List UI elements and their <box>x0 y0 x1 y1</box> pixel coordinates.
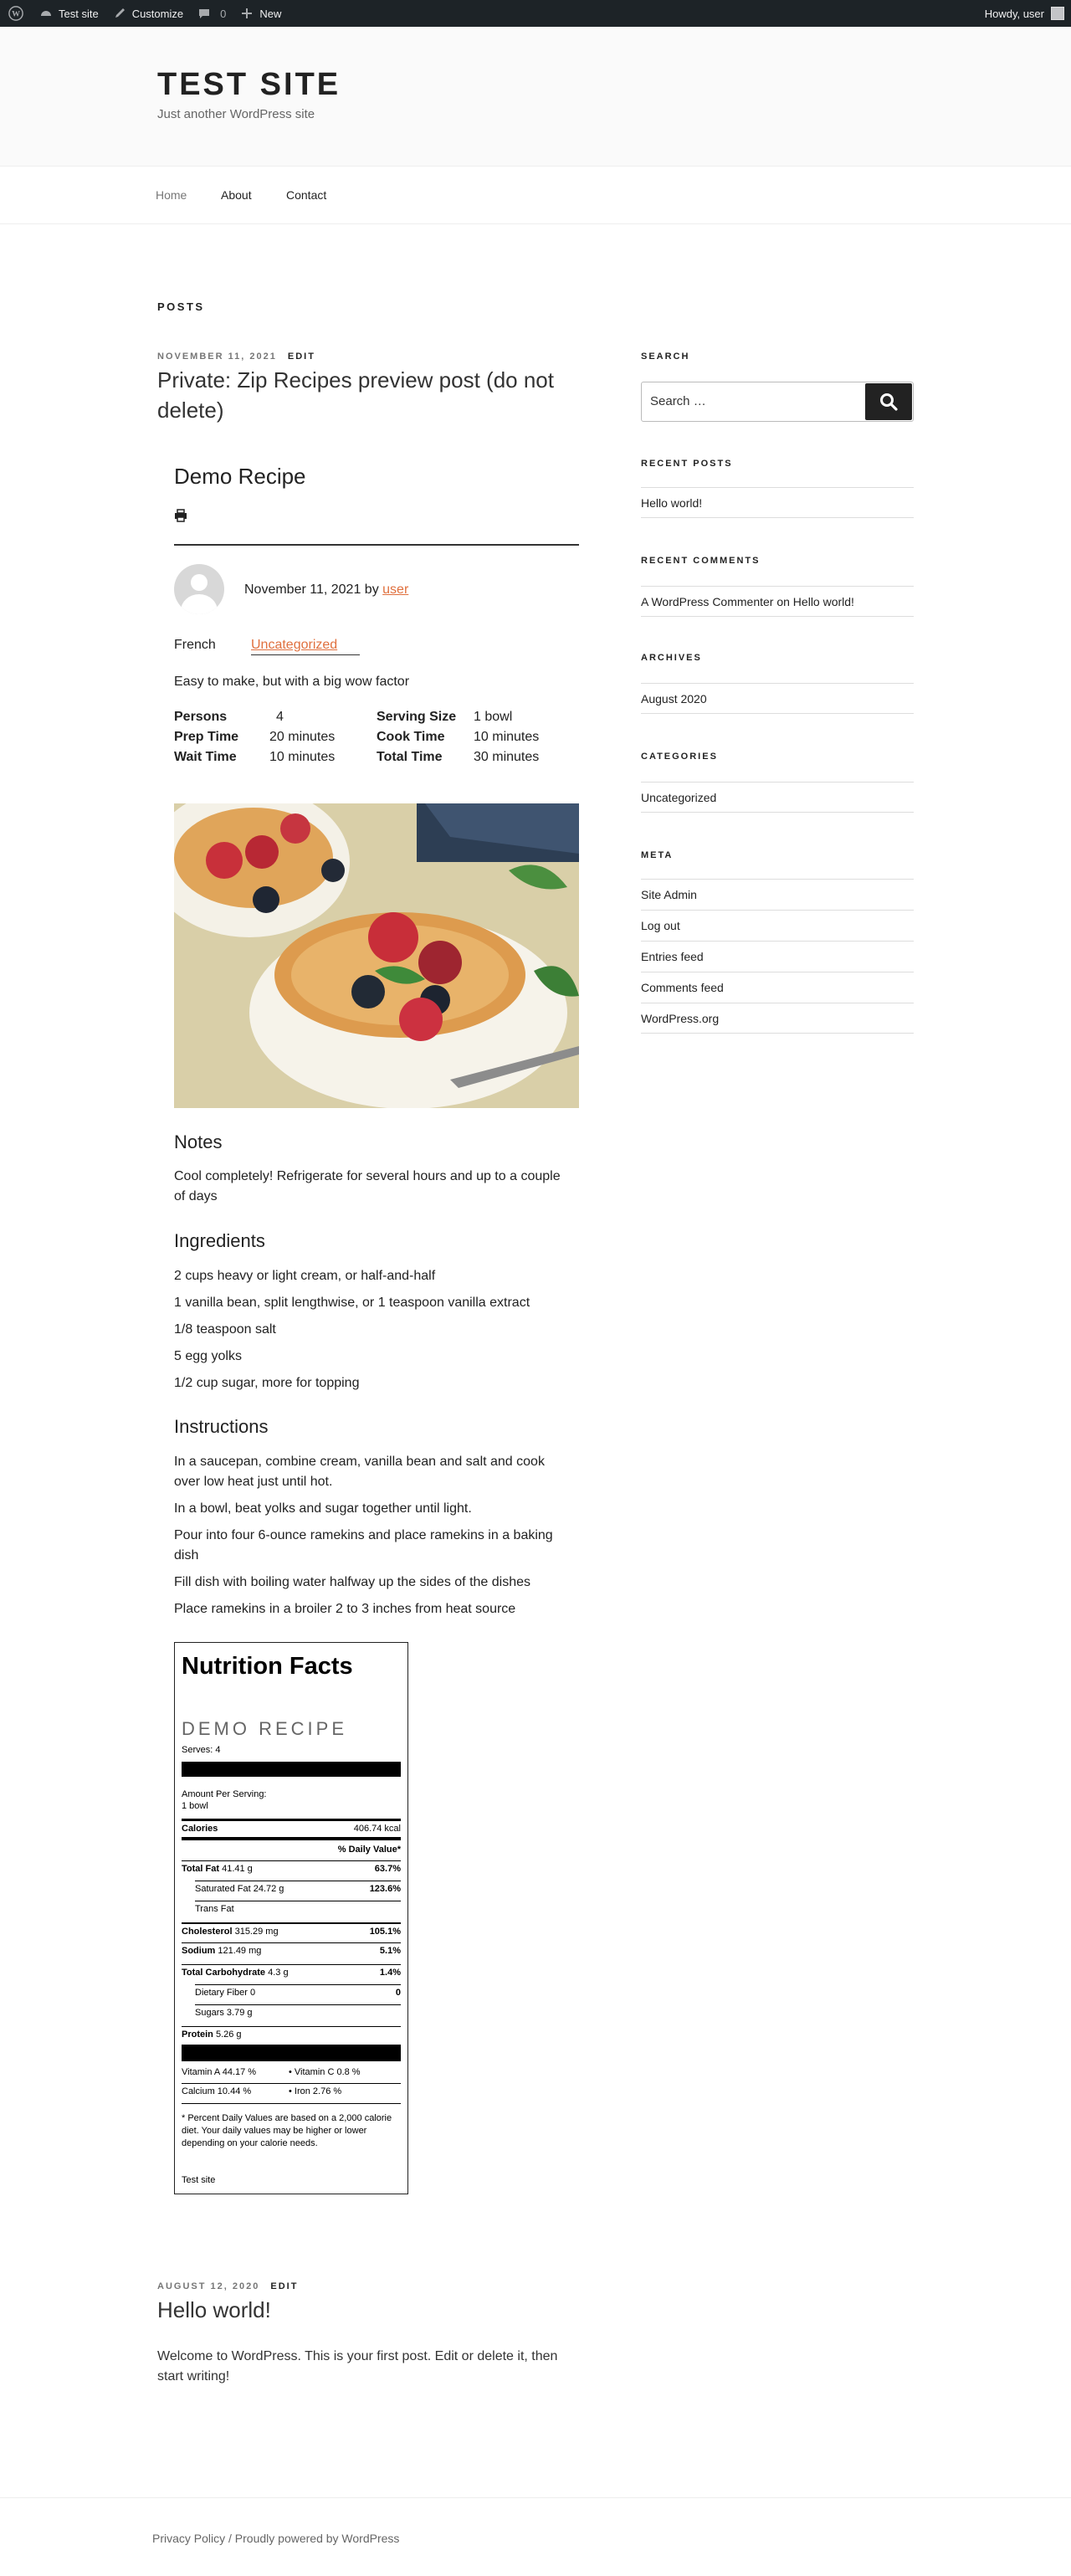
ingredients-heading: Ingredients <box>174 1230 265 1251</box>
recipe-image <box>174 803 579 1108</box>
wait-value: 10 minutes <box>269 750 336 764</box>
post-title-line: Private: Zip Recipes preview post (do not <box>157 367 554 393</box>
instructions-heading: Instructions <box>174 1416 269 1437</box>
list-item[interactable]: A WordPress Commenter on Hello world! <box>641 586 914 617</box>
archives-title: ARCHIVES <box>641 653 702 663</box>
recent-comments-list <box>641 586 914 617</box>
post-date[interactable]: AUGUST 12, 2020 <box>157 2281 260 2291</box>
nutrition-site: Test site <box>182 2175 216 2185</box>
ingredient-item: 5 egg yolks <box>174 1349 242 1363</box>
trans-fat-label: Trans Fat <box>195 1904 234 1914</box>
recipe-divider <box>174 544 579 546</box>
amount-per-serving <box>182 1788 267 1812</box>
admin-bar-account[interactable] <box>978 0 1071 27</box>
post-title[interactable] <box>157 365 554 426</box>
fiber-label: Dietary Fiber 0 <box>195 1988 256 1998</box>
instruction-item: In a saucepan, combine cream, vanilla bean and salt and cook <box>174 1455 545 1469</box>
site-footer[interactable]: Privacy Policy / Proudly powered by WordPress <box>152 2532 400 2545</box>
carbohydrate-label: Total Carbohydrate <box>182 1968 266 1978</box>
protein-label: Protein <box>182 2029 213 2040</box>
calories-label: Calories <box>182 1824 218 1834</box>
post-meta <box>157 352 315 362</box>
admin-bar-site-label: Test site <box>59 7 99 20</box>
saturated-fat-amount: 24.72 g <box>253 1884 284 1894</box>
carbohydrate-row <box>182 1964 401 1981</box>
recipe-title: Demo Recipe <box>174 464 306 489</box>
comment-icon <box>197 6 212 21</box>
recipe-cuisine: French <box>174 638 216 652</box>
categories-title: CATEGORIES <box>641 752 718 762</box>
post-excerpt <box>157 2347 592 2387</box>
recipe-description: Easy to make, but with a big wow factor <box>174 675 410 689</box>
carbohydrate-amount: 4.3 g <box>268 1968 289 1978</box>
site-description: Just another WordPress site <box>157 107 315 121</box>
sodium-percent: 5.1% <box>379 1946 401 1956</box>
vitamin-c: Vitamin C 0.8 % <box>294 2067 361 2077</box>
list-item[interactable]: Site Admin <box>641 879 914 910</box>
category-underline <box>251 654 360 655</box>
search-button[interactable] <box>865 383 912 420</box>
total-fat-label: Total Fat <box>182 1864 220 1874</box>
cholesterol-percent: 105.1% <box>369 1927 401 1937</box>
instruction-item: Place ramekins in a broiler 2 to 3 inches from heat source <box>174 1602 516 1616</box>
ingredient-item: 1 vanilla bean, split lengthwise, or 1 teaspoon vanilla extract <box>174 1296 530 1310</box>
daily-value-label: % Daily Value* <box>337 1845 401 1855</box>
archives-list <box>641 683 914 714</box>
nutrition-title: Nutrition Facts <box>182 1653 353 1680</box>
notes-line: Cool completely! Refrigerate for several hours and up to a couple <box>174 1169 561 1183</box>
user-avatar-icon <box>1051 7 1064 20</box>
search-placeholder: Search … <box>650 394 706 408</box>
list-item[interactable]: Log out <box>641 910 914 941</box>
edit-link[interactable]: EDIT <box>287 352 315 362</box>
notes-line: of days <box>174 1189 218 1203</box>
cook-label: Cook Time <box>377 730 445 744</box>
notes-heading: Notes <box>174 1131 223 1152</box>
admin-bar-site[interactable] <box>32 0 105 27</box>
footer-divider <box>0 2497 1071 2498</box>
amount-per-serving-label: Amount Per Serving: <box>182 1789 267 1799</box>
post-date[interactable]: NOVEMBER 11, 2021 <box>157 352 277 362</box>
cook-value: 10 minutes <box>474 730 540 744</box>
calories-row <box>182 1819 401 1835</box>
vitamins-row-1: Vitamin A 44.17 % • Vitamin C 0.8 % <box>182 2067 361 2077</box>
cholesterol-label: Cholesterol <box>182 1927 233 1937</box>
iron: Iron 2.76 % <box>294 2086 342 2096</box>
prep-label: Prep Time <box>174 730 239 744</box>
recent-posts-title: RECENT POSTS <box>641 459 733 469</box>
comment-count: 0 <box>220 7 227 20</box>
dashboard-icon <box>38 6 54 21</box>
admin-bar-new[interactable] <box>233 0 288 27</box>
recipe-category-link[interactable]: Uncategorized <box>251 638 338 652</box>
nav-item-home[interactable]: Home <box>156 188 187 202</box>
search-icon <box>879 393 898 411</box>
categories-list <box>641 782 914 813</box>
list-item[interactable]: Uncategorized <box>641 782 914 813</box>
instruction-item: dish <box>174 1548 199 1563</box>
nutrition-thick-bar <box>182 1762 401 1777</box>
list-item[interactable]: August 2020 <box>641 683 914 714</box>
saturated-fat-row <box>195 1881 401 1897</box>
wait-label: Wait Time <box>174 750 237 764</box>
instruction-item: Fill dish with boiling water halfway up the sides of the dishes <box>174 1575 530 1589</box>
nutrition-thick-bar-2 <box>182 2045 401 2061</box>
daily-value-row <box>182 1842 401 1859</box>
admin-bar-customize-label: Customize <box>131 7 184 20</box>
vitamin-a: Vitamin A 44.17 % <box>182 2067 257 2077</box>
cholesterol-row <box>182 1922 401 1939</box>
post-title-line: delete) <box>157 398 224 423</box>
nutrition-serves: Serves: 4 <box>182 1745 221 1755</box>
svg-text:W: W <box>12 9 20 19</box>
search-widget-title: SEARCH <box>641 352 690 362</box>
site-title[interactable]: TEST SITE <box>157 67 341 102</box>
author-avatar <box>174 564 224 614</box>
plus-icon <box>239 6 254 21</box>
instruction-item: Pour into four 6-ounce ramekins and place ramekins in a baking <box>174 1528 553 1542</box>
meta-list <box>641 879 914 1034</box>
excerpt-line: Welcome to WordPress. This is your first post. Edit or delete it, then <box>157 2349 558 2363</box>
cholesterol-amount: 315.29 mg <box>234 1927 279 1937</box>
total-label: Total Time <box>377 750 443 764</box>
nutrition-footnote: * Percent Daily Values are based on a 2,000 calorie diet. Your daily values may be higher or lower depending on your calorie needs. <box>182 2103 401 2150</box>
post-meta <box>157 2281 298 2291</box>
admin-bar <box>0 0 1071 27</box>
list-item[interactable]: Hello world! <box>641 487 914 518</box>
recipe-date: November 11, 2021 <box>244 582 361 597</box>
excerpt-line: start writing! <box>157 2369 230 2384</box>
author-link[interactable]: user <box>382 582 409 597</box>
nav-item-about[interactable]: About <box>221 188 252 202</box>
serving-value: 1 bowl <box>474 710 513 724</box>
calcium: Calcium 10.44 % <box>182 2086 252 2096</box>
trans-fat-row <box>195 1901 401 1917</box>
sodium-label: Sodium <box>182 1946 216 1956</box>
recent-posts-list <box>641 487 914 518</box>
prep-value: 20 minutes <box>269 730 336 744</box>
persons-value: 4 <box>276 710 284 724</box>
total-fat-percent: 63.7% <box>374 1864 401 1874</box>
vitamins-row-2: Calcium 10.44 % • Iron 2.76 % <box>182 2083 401 2100</box>
ingredient-item: 1/2 cup sugar, more for topping <box>174 1376 360 1390</box>
nutrition-facts-label <box>174 1642 408 2194</box>
calories-value: 406.74 kcal <box>353 1824 401 1834</box>
nutrition-recipe-name: DEMO RECIPE <box>182 1718 348 1739</box>
sodium-amount: 121.49 mg <box>218 1946 262 1956</box>
amount-per-serving-value: 1 bowl <box>182 1801 208 1811</box>
sugars-label: Sugars 3.79 g <box>195 2008 253 2018</box>
carbohydrate-percent: 1.4% <box>379 1968 401 1978</box>
nutrition-medium-bar <box>182 1837 401 1840</box>
by-label: by <box>364 582 379 597</box>
total-fat-amount: 41.41 g <box>222 1864 253 1874</box>
ingredient-item: 2 cups heavy or light cream, or half-and-half <box>174 1269 436 1283</box>
sodium-row <box>182 1942 401 1959</box>
total-fat-row <box>182 1860 401 1877</box>
notes-text <box>174 1167 579 1207</box>
brush-icon <box>112 6 127 21</box>
nav-item-contact[interactable]: Contact <box>286 188 327 202</box>
instruction-item: In a bowl, beat yolks and sugar together until light. <box>174 1501 472 1516</box>
printer-icon[interactable] <box>174 509 187 522</box>
saturated-fat-label: Saturated Fat <box>195 1884 251 1894</box>
total-value: 30 minutes <box>474 750 540 764</box>
post-title[interactable]: Hello world! <box>157 2297 271 2322</box>
list-item[interactable]: Entries feed <box>641 941 914 972</box>
recipe-byline <box>244 582 408 598</box>
admin-bar-comments[interactable] <box>190 0 233 27</box>
ingredient-item: 1/8 teaspoon salt <box>174 1322 276 1337</box>
admin-bar-new-label: New <box>259 7 282 20</box>
edit-link[interactable]: EDIT <box>270 2281 299 2291</box>
howdy-label: Howdy, user <box>984 7 1044 20</box>
admin-bar-customize[interactable] <box>105 0 190 27</box>
list-item[interactable]: WordPress.org <box>641 1003 914 1034</box>
instruction-item: over low heat just until hot. <box>174 1475 333 1489</box>
serving-label: Serving Size <box>377 710 457 724</box>
protein-amount: 5.26 g <box>215 2029 242 2040</box>
sugars-row <box>195 2004 401 2021</box>
wordpress-logo-icon[interactable] <box>0 0 32 27</box>
main-navigation <box>0 166 1071 224</box>
fiber-percent: 0 <box>395 1988 401 1998</box>
fiber-row <box>195 1984 401 2001</box>
list-item[interactable]: Comments feed <box>641 972 914 1003</box>
protein-row <box>182 2026 401 2043</box>
recent-comments-title: RECENT COMMENTS <box>641 556 761 566</box>
meta-title: META <box>641 850 674 860</box>
saturated-fat-percent: 123.6% <box>369 1884 401 1894</box>
persons-label: Persons <box>174 710 228 724</box>
posts-heading: POSTS <box>157 300 205 313</box>
site-header <box>0 27 1071 166</box>
